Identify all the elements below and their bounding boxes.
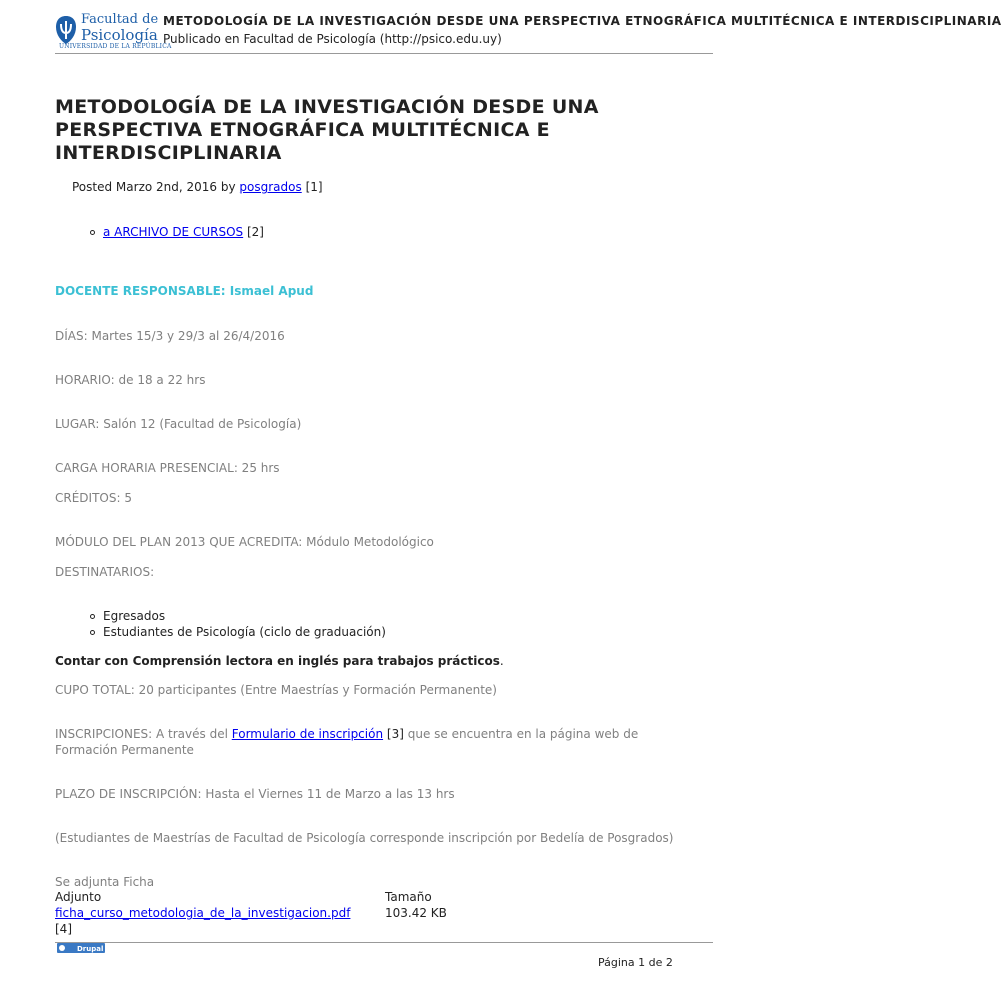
lugar-text: LUGAR: Salón 12 (Facultad de Psicología) bbox=[55, 417, 302, 431]
requisito-end: . bbox=[499, 654, 504, 668]
header-subtitle: Publicado en Facultad de Psicología (http://psico.edu.uy) bbox=[163, 32, 502, 46]
cupo-text: CUPO TOTAL: 20 participantes (Entre Maestrías y Formación Permanente) bbox=[55, 683, 497, 697]
destinatarios-list bbox=[88, 608, 386, 640]
formulario-link[interactable]: Formulario de inscripción bbox=[231, 727, 384, 741]
attach-header-size: Tamaño bbox=[385, 890, 432, 904]
list-item: Egresados bbox=[88, 608, 386, 624]
plazo-text: PLAZO DE INSCRIPCIÓN: Hasta el Viernes 11 de Marzo a las 13 hrs bbox=[55, 787, 455, 801]
posted-line bbox=[72, 180, 323, 194]
horario-text: HORARIO: de 18 a 22 hrs bbox=[55, 373, 206, 387]
header-title: METODOLOGÍA DE LA INVESTIGACIÓN DESDE UNA PERSPECTIVA ETNOGRÁFICA MULTITÉCNICA E INTERDISCIPLINARIA bbox=[163, 14, 1002, 28]
carga-text: CARGA HORARIA PRESENCIAL: 25 hrs bbox=[55, 461, 280, 475]
drupal-badge-text: Drupal bbox=[77, 945, 104, 953]
attachment-size: 103.42 KB bbox=[385, 906, 447, 920]
footer-divider bbox=[55, 942, 713, 943]
attachment-file-link[interactable]: ficha_curso_metodologia_de_la_investigacion.pdf bbox=[55, 906, 351, 920]
requisito-bold: Contar con Comprensión lectora en inglés para trabajos prácticos bbox=[55, 654, 500, 668]
dias-text: DÍAS: Martes 15/3 y 29/3 al 26/4/2016 bbox=[55, 329, 285, 343]
archive-link[interactable]: a ARCHIVO DE CURSOS bbox=[103, 225, 244, 239]
author-ref: [1] bbox=[305, 180, 323, 194]
attachment-ref: [4] bbox=[55, 922, 72, 936]
posted-text: Posted Marzo 2nd, 2016 by bbox=[72, 180, 236, 194]
faculty-logo bbox=[55, 12, 172, 52]
attach-header-file: Adjunto bbox=[55, 890, 102, 904]
docente-responsable: DOCENTE RESPONSABLE: Ismael Apud bbox=[55, 284, 314, 298]
inscripciones-text bbox=[55, 726, 695, 758]
adjunta-text: Se adjunta Ficha bbox=[55, 875, 155, 889]
header-divider bbox=[55, 53, 713, 54]
logo-text-universidad: UNIVERSIDAD DE LA REPÚBLICA bbox=[59, 43, 172, 50]
nota-text: (Estudiantes de Maestrías de Facultad de Psicología corresponde inscripción por Bedelía de Posgrados) bbox=[55, 831, 674, 845]
logo-text-psicologia: Psicología bbox=[81, 26, 158, 44]
logo-text-facultad: Facultad de bbox=[81, 12, 159, 27]
list-item bbox=[88, 224, 264, 240]
modulo-text: MÓDULO DEL PLAN 2013 QUE ACREDITA: Módulo Metodológico bbox=[55, 535, 434, 549]
author-link[interactable]: posgrados bbox=[239, 180, 302, 194]
formulario-ref: [3] bbox=[386, 727, 404, 741]
page-header bbox=[55, 10, 1002, 52]
archive-ref: [2] bbox=[246, 225, 264, 239]
drupal-badge-icon bbox=[57, 943, 105, 953]
archive-list bbox=[88, 224, 264, 240]
psi-logo-icon bbox=[55, 15, 77, 45]
inscripciones-prefix: INSCRIPCIONES: A través del bbox=[55, 727, 228, 741]
page-title: METODOLOGÍA DE LA INVESTIGACIÓN DESDE UNA PERSPECTIVA ETNOGRÁFICA MULTITÉCNICA E INTERDISCIPLINARIA bbox=[55, 96, 599, 164]
page-number: Página 1 de 2 bbox=[598, 956, 673, 969]
creditos-text: CRÉDITOS: 5 bbox=[55, 491, 132, 505]
inscripciones-suffix: que se encuentra en la página web de Formación Permanente bbox=[55, 727, 639, 757]
destinatarios-label: DESTINATARIOS: bbox=[55, 565, 155, 579]
list-item: Estudiantes de Psicología (ciclo de graduación) bbox=[88, 624, 386, 640]
requisito-text bbox=[55, 654, 504, 668]
